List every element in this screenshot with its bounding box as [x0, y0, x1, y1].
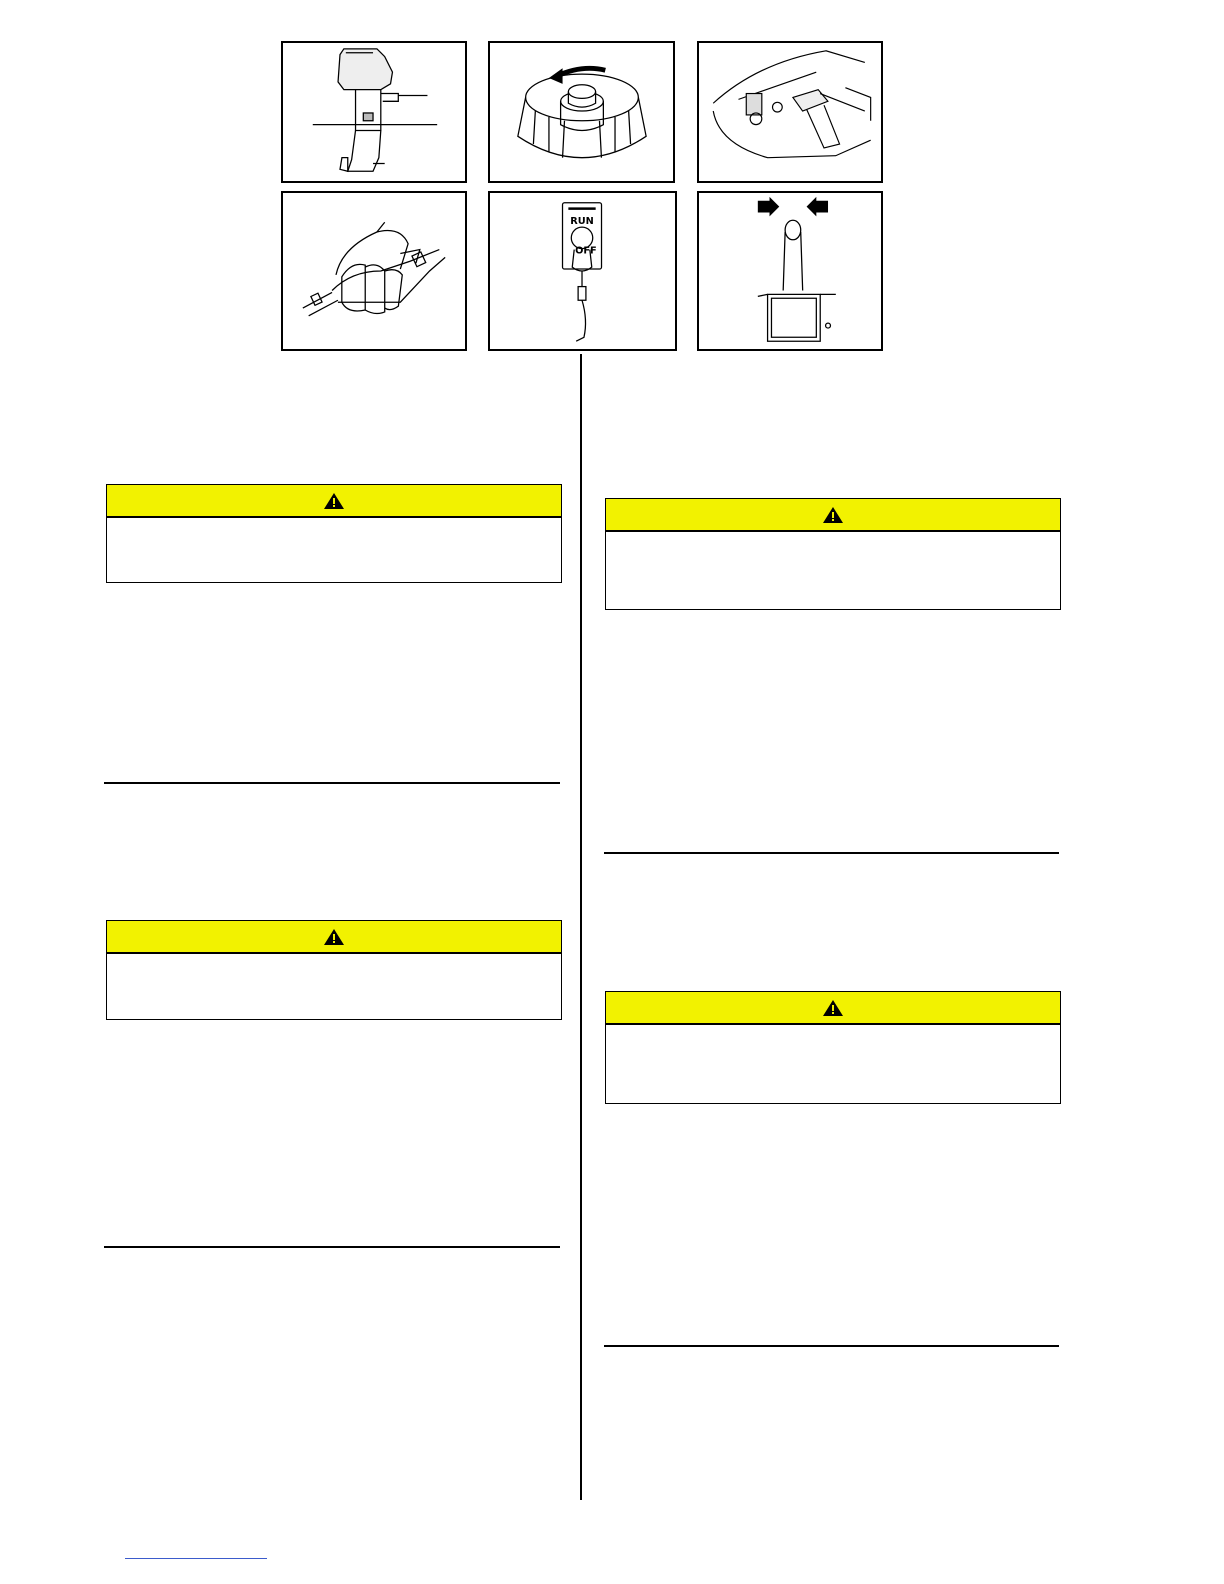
warning-header — [107, 485, 561, 518]
figure-outboard-motor — [281, 41, 467, 183]
warning-triangle-icon — [822, 999, 844, 1017]
run-label: RUN — [570, 216, 594, 228]
warning-triangle-icon — [323, 928, 345, 946]
outboard-motor-icon — [283, 43, 465, 181]
footer-link[interactable] — [125, 1558, 267, 1559]
warning-header — [107, 921, 561, 954]
section-rule — [604, 852, 1059, 854]
warning-box-left-2 — [106, 920, 562, 1020]
warning-header — [606, 992, 1060, 1025]
fuel-connector-icon — [699, 43, 881, 181]
warning-box-left-1 — [106, 484, 562, 583]
section-rule — [104, 1246, 560, 1248]
column-divider — [580, 354, 582, 1500]
figure-shift-lever — [697, 191, 883, 351]
primer-bulb-icon — [283, 193, 465, 349]
warning-header — [606, 499, 1060, 532]
vent-screw-icon — [490, 43, 673, 181]
arrow-right-icon — [758, 197, 779, 217]
figure-stop-switch — [488, 191, 677, 351]
warning-triangle-icon — [323, 492, 345, 510]
figure-fuel-cap-vent — [488, 41, 675, 183]
off-label: OFF — [575, 245, 597, 257]
stop-switch-icon — [490, 193, 675, 349]
figure-fuel-connector — [697, 41, 883, 183]
section-rule — [604, 1345, 1059, 1347]
figure-primer-bulb — [281, 191, 467, 351]
warning-triangle-icon — [822, 506, 844, 524]
section-rule — [104, 782, 560, 784]
warning-box-right-1 — [605, 498, 1061, 610]
shift-lever-icon — [699, 193, 881, 349]
arrow-left-icon — [807, 197, 828, 217]
warning-box-right-2 — [605, 991, 1061, 1104]
